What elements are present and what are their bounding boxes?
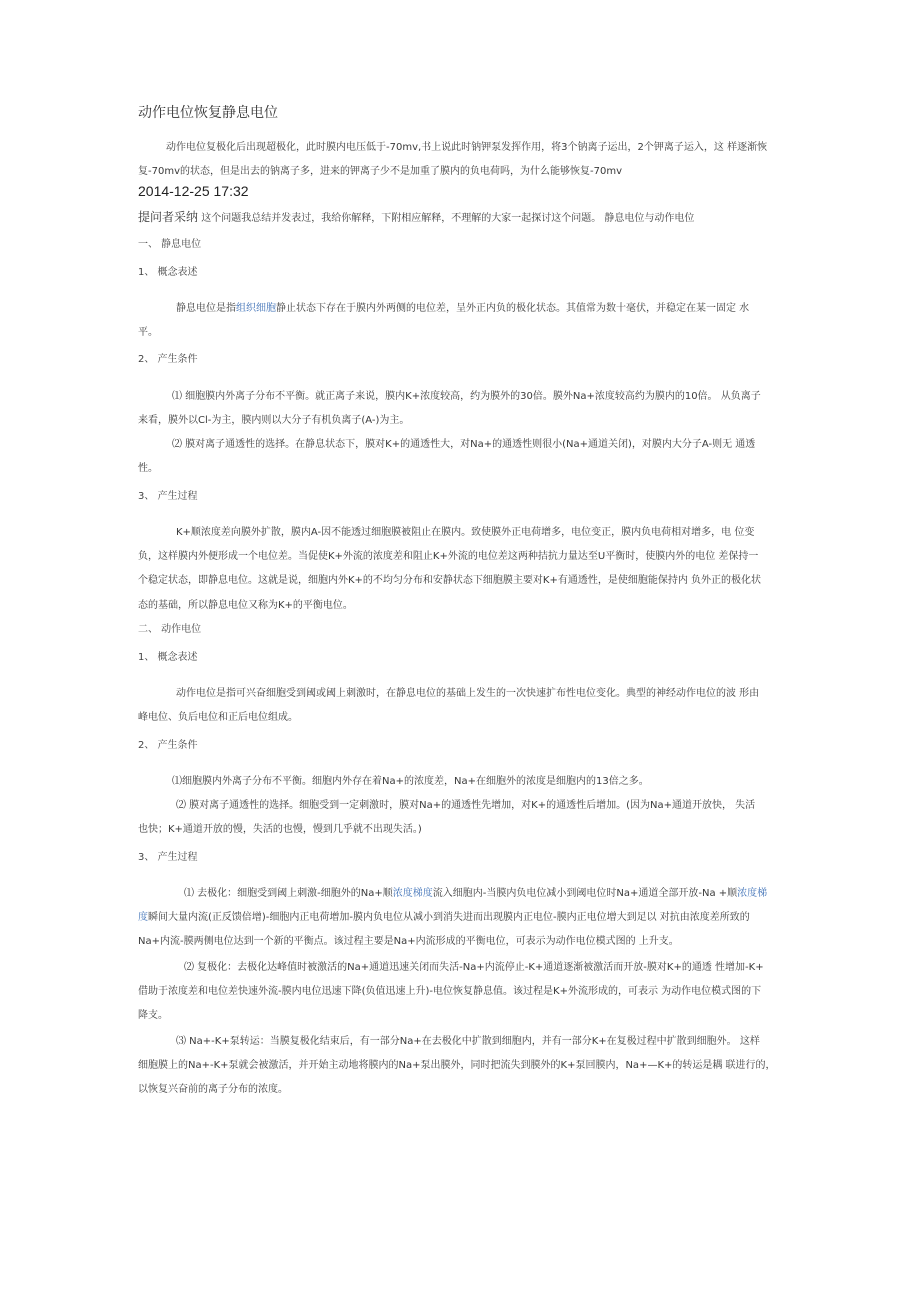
paragraph-line: 借助于浓度差和电位差快速外流-膜内电位迅速下降(负值迅速上升)-电位恢复静息值。该过程是K+外流形成的，可表示 为动作电位模式图的下 <box>138 986 762 997</box>
paragraph-line: 以恢复兴奋前的离子分布的浓度。 <box>138 1084 288 1095</box>
paragraph-line: ⑴ 细胞膜内外离子分布不平衡。就正离子来说，膜内K+浓度较高，约为膜外的30倍。膜外Na+浓度较高约为膜内的10倍。 从负离子 <box>172 391 761 402</box>
subsection-heading: 1、 概念表述 <box>138 267 198 278</box>
link-concentration-gradient[interactable]: 浓度梯 <box>737 888 768 899</box>
link-tissue-cell[interactable]: 组织细胞 <box>236 303 276 314</box>
question-body-line: 复-70mv的状态，但是出去的钠离子多，进来的钾离子少不是加重了膜内的负电荷吗，为什么能够恢复-70mv <box>138 166 622 177</box>
asker-label: 提问者采纳 <box>138 210 199 224</box>
paragraph-line: 性。 <box>138 463 158 474</box>
subsection-heading: 3、 产生过程 <box>138 491 198 502</box>
paragraph-line: 降支。 <box>138 1010 168 1021</box>
subsection-heading: 3、 产生过程 <box>138 852 198 863</box>
answer-intro-line <box>138 208 694 225</box>
paragraph-line: 个稳定状态，即静息电位。这就是说，细胞内外K+的不均匀分布和安静状态下细胞膜主要对K+有通透性，是使细胞能保持内 负外正的极化状 <box>138 575 762 586</box>
subsection-heading: 2、 产生条件 <box>138 354 198 365</box>
paragraph-line: 态的基础，所以静息电位又称为K+的平衡电位。 <box>138 600 353 611</box>
paragraph-line: 负，这样膜内外便形成一个电位差。当促使K+外流的浓度差和阻止K+外流的电位差这两种拮抗力量达至U平衡时，使膜内外的电位 差保持一 <box>138 551 759 562</box>
paragraph-line: 峰电位、负后电位和正后电位组成。 <box>138 712 298 723</box>
section-heading: 一、 静息电位 <box>138 239 202 250</box>
paragraph-line: 也快；K+通道开放的慢，失活的也慢，慢到几乎就不出现失活。) <box>138 824 422 835</box>
subsection-heading: 1、 概念表述 <box>138 652 198 663</box>
paragraph-line: ⑴ 去极化：细胞受到阈上刺激-细胞外的Na+顺浓度梯度流入细胞内-当膜内负电位减小到阈电位时Na+通道全部开放-Na +顺浓度梯 <box>184 888 768 899</box>
paragraph-line: 动作电位是指可兴奋细胞受到阈或阈上刺激时，在静息电位的基础上发生的一次快速扩布性电位变化。典型的神经动作电位的波 形由 <box>176 688 760 699</box>
answer-intro: 这个问题我总结并发表过，我给你解释，下附相应解释，不理解的大家一起探讨这个问题。 静息电位与动作电位 <box>198 213 695 224</box>
paragraph-line: K+顺浓度差向膜外扩散，膜内A-因不能透过细胞膜被阻止在膜内。致使膜外正电荷增多，电位变正，膜内负电荷相对增多，电 位变 <box>176 527 755 538</box>
paragraph-line: ⑵ 膜对离子通透性的选择。在静息状态下，膜对K+的通透性大，对Na+的通透性则很小(Na+通道关闭)，对膜内大分子A-则无 通透 <box>172 439 756 450</box>
paragraph-line: 静息电位是指组织细胞静止状态下存在于膜内外两侧的电位差，呈外正内负的极化状态。其值常为数十毫伏，并稳定在某一固定 水 <box>176 303 750 314</box>
paragraph-line: 细胞膜上的Na+-K+泵就会被激活，并开始主动地将膜内的Na+泵出膜外，同时把流失到膜外的K+泵回膜内，Na+—K+的转运是耦 联进行的， <box>138 1060 776 1071</box>
paragraph-line: ⑶ Na+-K+泵转运：当膜复极化结束后，有一部分Na+在去极化中扩散到细胞内，并有一部分K+在复极过程中扩散到细胞外。 这样 <box>176 1036 760 1047</box>
paragraph-line: 平。 <box>138 327 158 338</box>
paragraph-line: ⑵ 膜对离子通透性的选择。细胞受到一定刺激时，膜对Na+的通透性先增加，对K+的通透性后增加。(因为Na+通道开放快， 失活 <box>176 800 756 811</box>
paragraph-line: 度瞬间大量内流(正反馈倍增)-细胞内正电荷增加-膜内负电位从减小到消失进而出现膜内正电位-膜内正电位增大到足以 对抗由浓度差所致的 <box>138 912 750 923</box>
paragraph-line: ⑵ 复极化：去极化达峰值时被激活的Na+通道迅速关闭而失活-Na+内流停止-K+通道逐渐被激活而开放-膜对K+的通透 性增加-K+ <box>184 962 764 973</box>
question-title: 动作电位恢复静息电位 <box>138 105 278 121</box>
paragraph-line: 来看，膜外以Cl-为主，膜内则以大分子有机负离子(A-)为主。 <box>138 415 410 426</box>
paragraph-line: ⑴细胞膜内外离子分布不平衡。细胞内外存在着Na+的浓度差，Na+在细胞外的浓度是细胞内的13倍之多。 <box>172 776 649 787</box>
section-heading: 二、 动作电位 <box>138 624 202 635</box>
question-body-line: 动作电位复极化后出现超极化，此时膜内电压低于-70mv,书上说此时钠钾泵发挥作用，将3个钠离子运出，2个钾离子运入，这 样逐渐恢 <box>166 142 768 153</box>
paragraph-line: Na+内流-膜两侧电位达到一个新的平衡点。该过程主要是Na+内流形成的平衡电位，可表示为动作电位模式图的 上升支。 <box>138 936 679 947</box>
question-date: 2014-12-25 17:32 <box>138 183 249 199</box>
link-concentration-gradient[interactable]: 浓度梯度 <box>392 888 433 899</box>
link-concentration-gradient[interactable]: 度 <box>138 912 148 923</box>
subsection-heading: 2、 产生条件 <box>138 740 198 751</box>
